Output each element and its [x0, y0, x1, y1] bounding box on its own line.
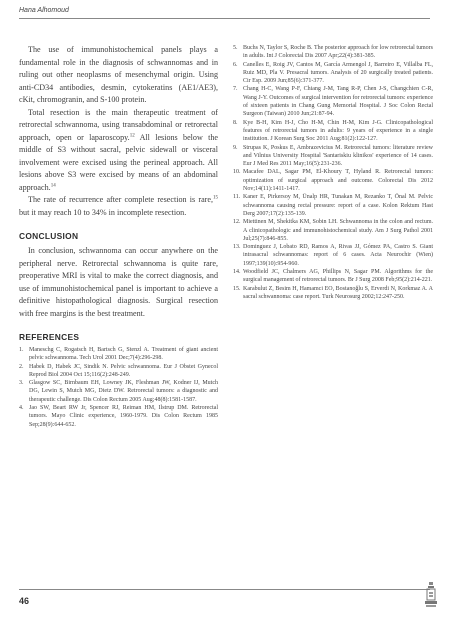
paragraph-total-resection: [19, 107, 218, 195]
reference-item: [233, 85, 433, 118]
reference-number: 14.: [233, 269, 241, 276]
reference-number: 13.: [233, 244, 241, 251]
reference-number: 8.: [233, 119, 238, 126]
reference-text: Chang H-C, Wang P-F, Chiang J-M, Tang R-P, Chen J-S, Changchien C-R, Wang J-Y. Outcomes of surgical intervention for retrorectal tumors: experience of sixteen patients in Chang Gung Memorial Hospital. J Soc Colon Rectal Surgeon (Taiwan) 2010 Jun;21:87-94.: [243, 86, 433, 118]
reference-number: 3.: [19, 380, 24, 387]
reference-item: [233, 193, 433, 218]
paragraph-immunohistochemistry: The use of immunohistochemical panels plays a fundamental role in the diagnosis of schwannomas and in ruling out other neoplasms of mesenchymal origin. Using anti-CD34 antibodies, desmin, cytokeratins (AE1/AE3), cKit, chromogranin, and S-100 protein.: [19, 45, 218, 104]
reference-text: Canelles E, Roig JV, Cantos M, García Armengol J, Barreiro E, Villalba FL, Ruiz MD, Pla V. Presacral tumors. Analysis of 20 surgically treated patients. Cir Esp. 2009 Jun;85(6):371-377.: [243, 61, 433, 85]
reference-text: Maneschg C, Rogatsch H, Bartsch G, Stenzl A. Treatment of giant ancient pelvic schwannoma. Tech Urol 2001 Dec;7(4):296-298.: [29, 347, 218, 362]
references-heading: REFERENCES: [19, 332, 80, 342]
reference-number: 5.: [233, 45, 238, 51]
conclusion-heading: CONCLUSION: [19, 231, 79, 241]
reference-number: 15.: [233, 285, 241, 292]
reference-text: Kye B-H, Kim H-J, Cho H-M, Chin H-M, Kim J-G. Clinicopathological features of retrorectal tumors in adults: 9 years of experience in a single institution. J Korean Surg Soc 2011 Aug;81(2):122-127.: [243, 119, 433, 143]
left-column: [19, 44, 218, 429]
publisher-logo-icon: [424, 580, 438, 610]
reference-text: Jao SW, Beart RW Jr, Spencer RJ, Reiman HM, Ilstrup DM. Retrorectal tumors. Mayo Clinic experience, 1960-1979. Dis Colon Rectum 1985 Sep;28(9):644-652.: [29, 405, 218, 428]
reference-text: Buchs N, Taylor S, Roche B. The posterior approach for low retrorectal tumors in adults. Int J Colorectal Dis 2007 Apr;22(4):381-385.: [243, 45, 433, 60]
reference-item: [19, 379, 218, 404]
citation: 12: [129, 132, 135, 138]
right-column: [233, 44, 433, 301]
reference-text: Dominguez J, Lobato RD, Ramos A, Rivas JJ, Gómez PA, Castro S. Giant intrasacral schwannomas: report of 6 cases. Acta Neurochir (Wien) 1997;139(10):954-960.: [243, 244, 433, 267]
reference-item: [19, 363, 218, 380]
citation: 14: [50, 182, 56, 188]
reference-number: 7.: [233, 86, 238, 93]
paragraph-text: but it may reach 10 to 34% in incomplete resection.: [19, 207, 187, 217]
paragraph-text: Total resection is the main therapeutic treatment of retrorectal schwannoma, using transabdominal or retrorectal approach, open or laparoscopy.: [19, 107, 218, 142]
reference-item: [233, 168, 433, 193]
reference-text: Strupas K, Poskus E, Ambrazevicius M. Retrorectal tumors: literature review and Vilnius University Hospital 'Santariskiu klinikos' experience of 14 cases. Eur J Med Res 2011 May;16(5):231-236.: [243, 144, 433, 168]
reference-number: 10.: [233, 169, 241, 176]
paragraph-text: All lesions below the middle of S3 without sacral, pelvic sidewall or visceral involvement were excised using the perineal approach. All lesions above S3 were excised by means of an abdominal approach.: [19, 132, 218, 192]
reference-item: [19, 404, 218, 429]
reference-list-left: [19, 346, 218, 429]
reference-text: Macafee DAL, Sagar PM, El-Khoury T, Hyland R. Retrorectal tumors: optimization of surgical approach and outcome. Colorectal Dis 2012 Nov;14(11):1411-1417.: [243, 169, 433, 193]
reference-item: [233, 44, 433, 61]
reference-text: Habek D, Habek JC, Sindik N. Pelvic schwannoma. Eur J Obstet Gynecol Reprod Biol 2004 Oct 15;116(2):248-249.: [29, 363, 218, 378]
conclusion-paragraph: In conclusion, schwannoma can occur anywhere on the peripheral nerve. Retrorectal schwannoma is quite rare, preoperative MRI is vital to make the correct diagnosis, and use of immunohistochemical panel is important to achieve a definitive histopathological diagnosis. Surgical resection with free margins is the best treatment.: [19, 246, 218, 318]
citation: 15: [213, 195, 218, 201]
reference-item: [233, 144, 433, 169]
header-rule: [19, 18, 430, 19]
paragraph-text: The rate of recurrence after complete resection is rare,: [28, 195, 213, 204]
reference-text: Karabulut Z, Besim H, Hamamci EO, Bostanoğlu S, Erverdi N, Korkmaz A. A sacral schwannoma: case report. Turk Neurosurg 2002;12:247-250.: [243, 285, 433, 300]
reference-item: [233, 243, 433, 268]
reference-text: Kaner E, Pirkersoy M, Ünalp HR, Tunakan M, Rezanko T, Önal M. Pelvic schwannoma causing rectal pressure: report of a case. Kolon Rektum Hast Derg 2007;17(2):135-139.: [243, 194, 433, 217]
reference-number: 1.: [19, 347, 24, 353]
footer-rule: [19, 589, 430, 590]
running-head-author: Hana Alhomoud: [19, 7, 69, 14]
reference-item: [233, 218, 433, 243]
reference-item: [233, 285, 433, 302]
reference-number: 12.: [233, 219, 241, 226]
reference-text: Glasgow SC, Birnbaum EH, Lowney JK, Fleshman JW, Kodner IJ, Mutch DG, Lewin S, Mutch MG, Dietz DW. Retrorectal tumors: a diagnostic and therapeutic challenge. Dis Colon Rectum 2005 Aug;48(8):1581-1587.: [29, 380, 218, 403]
reference-item: [233, 268, 433, 285]
reference-text: Woodfield JC, Chalmers AG, Phillips N, Sagar PM. Algorithms for the surgical management of retrorectal tumors. Br J Surg 2008 Feb;95(2):214-221.: [243, 269, 433, 284]
reference-number: 4.: [19, 405, 24, 412]
reference-item: [233, 119, 433, 144]
reference-item: [19, 346, 218, 363]
reference-number: 2.: [19, 363, 24, 370]
reference-item: [233, 61, 433, 86]
reference-list-right: [233, 44, 433, 301]
paragraph-recurrence: [19, 194, 218, 219]
reference-number: 11.: [233, 194, 241, 201]
reference-number: 6.: [233, 61, 238, 68]
reference-text: Miettinen M, Shekitka KM, Sobin LH. Schwannoma in the colon and rectum. A clinicopathologic and immunohistochemical study. Am J Surg Pathol 2001 Jul;25(7):846-855.: [243, 219, 433, 242]
page-number: 46: [19, 596, 30, 606]
reference-number: 9.: [233, 144, 238, 151]
